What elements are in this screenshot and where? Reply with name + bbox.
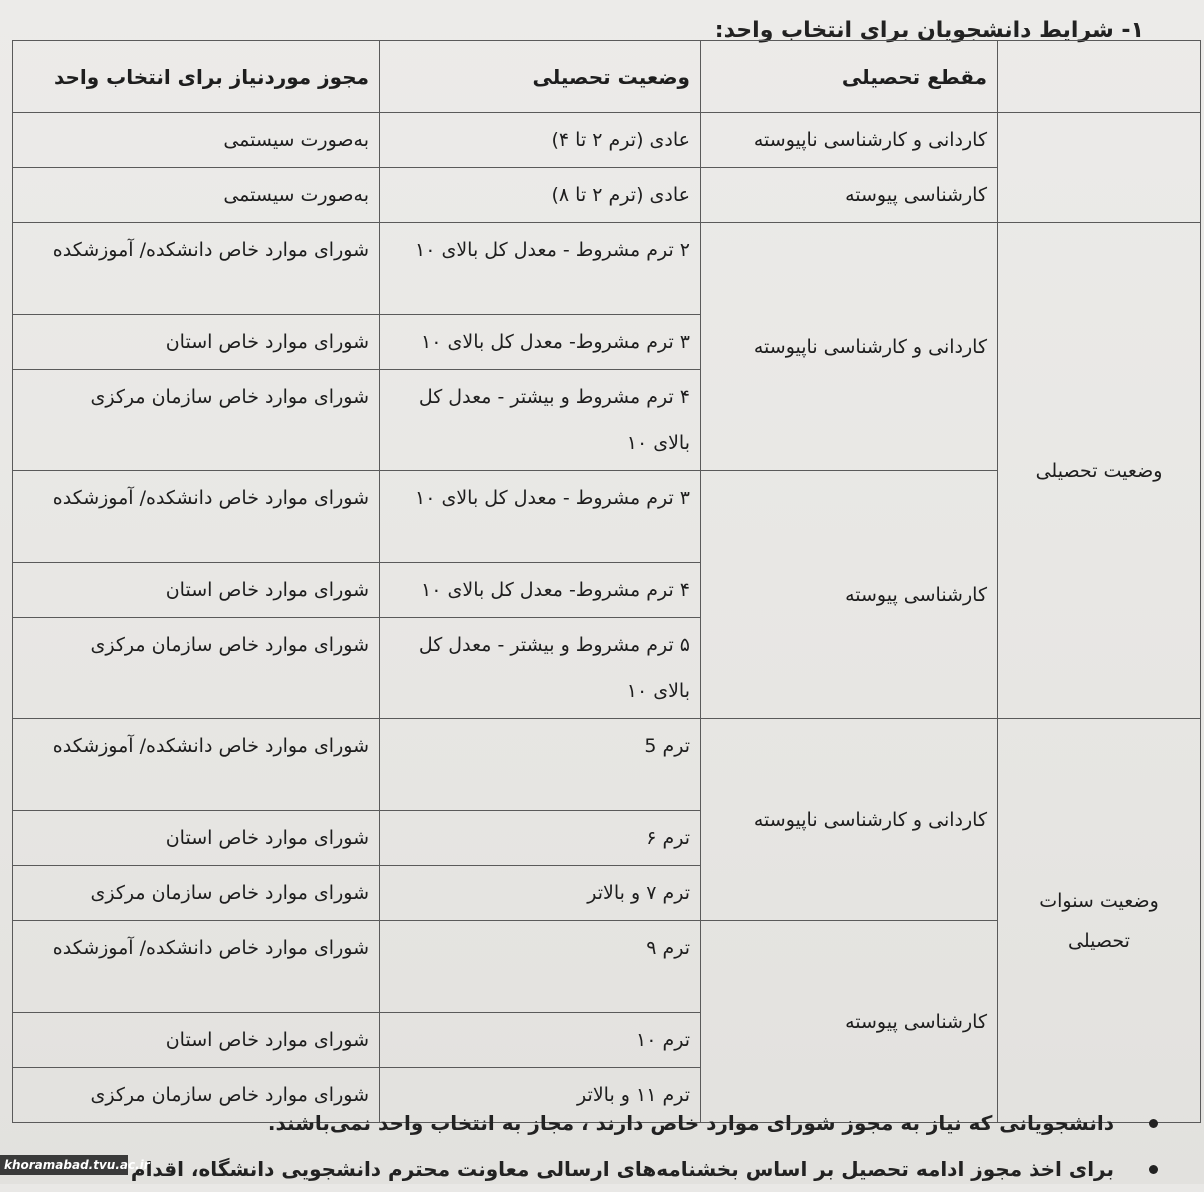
permit-cell: شورای موارد خاص استان <box>13 315 380 370</box>
status-cell: ۳ ترم مشروط- معدل کل بالای ۱۰ <box>380 315 701 370</box>
permit-cell: شورای موارد خاص سازمان مرکزی <box>13 370 380 471</box>
status-cell: عادی (ترم ۲ تا ۸) <box>380 168 701 223</box>
table-row <box>13 719 1201 811</box>
cropped-previous-line <box>0 0 1204 14</box>
site-watermark: khoramabad.tvu.ac.ir <box>0 1155 128 1175</box>
note-item <box>44 1146 1164 1192</box>
status-cell: ترم 5 <box>380 719 701 811</box>
status-cell: ترم ۶ <box>380 811 701 866</box>
permit-cell: شورای موارد خاص دانشکده/ آموزشکده <box>13 471 380 563</box>
permit-cell: شورای موارد خاص دانشکده/ آموزشکده <box>13 921 380 1013</box>
level-cell: کاردانی و کارشناسی ناپیوسته <box>701 113 998 168</box>
category-cell-blank <box>998 113 1201 223</box>
note-text: برای اخذ مجوز ادامه تحصیل بر اساس بخشنامه‌های ارسالی معاونت محترم دانشجویی دانشگاه، اقدام <box>130 1157 1114 1181</box>
permit-cell: شورای موارد خاص دانشکده/ آموزشکده <box>13 223 380 315</box>
permit-cell: شورای موارد خاص سازمان مرکزی <box>13 1068 380 1123</box>
permit-cell: شورای موارد خاص سازمان مرکزی <box>13 866 380 921</box>
header-permit: مجوز موردنیاز برای انتخاب واحد <box>13 41 380 113</box>
status-cell: ۴ ترم مشروط و بیشتر - معدل کل بالای ۱۰ <box>380 370 701 471</box>
status-cell: عادی (ترم ۲ تا ۴) <box>380 113 701 168</box>
status-cell: ۴ ترم مشروط- معدل کل بالای ۱۰ <box>380 563 701 618</box>
notes-list <box>44 1100 1164 1192</box>
table-row <box>13 113 1201 168</box>
permit-cell: شورای موارد خاص استان <box>13 563 380 618</box>
bullet-dot-icon <box>1149 1119 1158 1128</box>
category-header-blank <box>998 41 1201 113</box>
header-level: مقطع تحصیلی <box>701 41 998 113</box>
permit-cell: به‌صورت سیستمی <box>13 168 380 223</box>
level-cell: کارشناسی پیوسته <box>701 921 998 1123</box>
section-heading: ۱- شرایط دانشجویان برای انتخاب واحد: <box>714 18 1144 43</box>
status-cell: ۳ ترم مشروط - معدل کل بالای ۱۰ <box>380 471 701 563</box>
permit-cell: به‌صورت سیستمی <box>13 113 380 168</box>
permit-cell: شورای موارد خاص دانشکده/ آموزشکده <box>13 719 380 811</box>
status-cell: ترم ۱۱ و بالاتر <box>380 1068 701 1123</box>
permit-cell: شورای موارد خاص استان <box>13 1013 380 1068</box>
status-cell: ۲ ترم مشروط - معدل کل بالای ۱۰ <box>380 223 701 315</box>
status-cell: ترم ۱۰ <box>380 1013 701 1068</box>
note-text: دانشجویانی که نیاز به مجوز شورای موارد خاص دارند ، مجاز به انتخاب واحد نمی‌باشند. <box>267 1111 1114 1135</box>
permit-cell: شورای موارد خاص سازمان مرکزی <box>13 618 380 719</box>
note-item <box>44 1100 1164 1146</box>
category-cell: وضعیت سنوات تحصیلی <box>998 719 1201 1123</box>
registration-conditions-table <box>12 40 1201 1123</box>
status-cell: ترم ۷ و بالاتر <box>380 866 701 921</box>
status-cell: ۵ ترم مشروط و بیشتر - معدل کل بالای ۱۰ <box>380 618 701 719</box>
permit-cell: شورای موارد خاص استان <box>13 811 380 866</box>
header-status: وضعیت تحصیلی <box>380 41 701 113</box>
level-cell: کاردانی و کارشناسی ناپیوسته <box>701 719 998 921</box>
bullet-dot-icon <box>1149 1165 1158 1174</box>
category-cell: وضعیت تحصیلی <box>998 223 1201 719</box>
table-row <box>13 223 1201 315</box>
level-cell: کارشناسی پیوسته <box>701 168 998 223</box>
status-cell: ترم ۹ <box>380 921 701 1013</box>
level-cell: کارشناسی پیوسته <box>701 471 998 719</box>
table-header-row <box>13 41 1201 113</box>
level-cell: کاردانی و کارشناسی ناپیوسته <box>701 223 998 471</box>
